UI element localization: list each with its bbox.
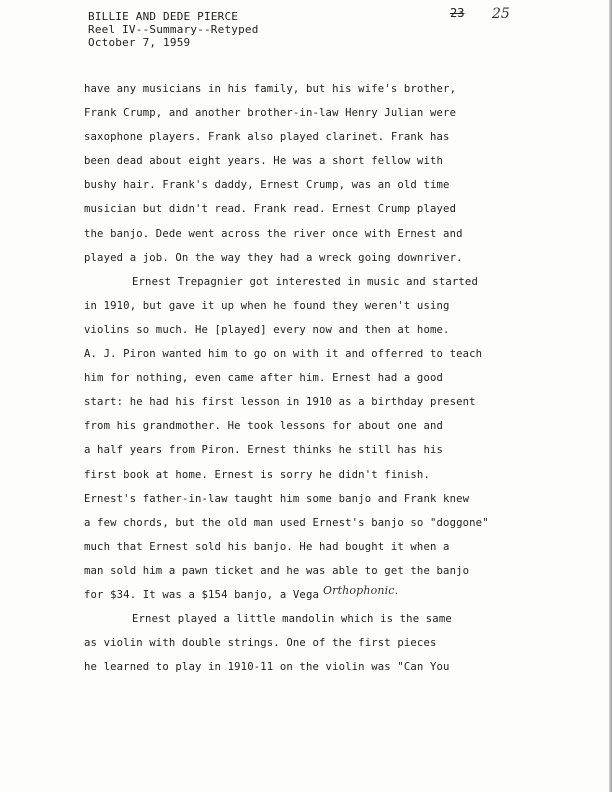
document-header xyxy=(88,10,259,49)
text-line: first book at home. Ernest is sorry he didn't finish. xyxy=(84,468,430,481)
header-title: BILLIE AND DEDE PIERCE xyxy=(88,10,239,23)
text-line: been dead about eight years. He was a short fellow with xyxy=(84,155,444,168)
text-line: man sold him a pawn ticket and he was able to get the banjo xyxy=(84,564,470,577)
text-line: saxophone players. Frank also played clarinet. Frank has xyxy=(84,131,450,144)
header-reel: Reel IV--Summary--Retyped xyxy=(88,23,259,36)
text-line-paragraph-start: Ernest Trepagnier got interested in music and started xyxy=(132,275,478,288)
text-line: as violin with double strings. One of the first pieces xyxy=(84,637,437,650)
text-line: A. J. Piron wanted him to go on with it and offerred to teach xyxy=(84,348,483,361)
text-line: start: he had his first lesson in 1910 as a birthday present xyxy=(84,396,476,409)
text-line: in 1910, but gave it up when he found they weren't using xyxy=(84,299,450,312)
text-line: from his grandmother. He took lessons for about one and xyxy=(84,420,444,433)
body-text xyxy=(84,77,534,679)
handwritten-insert: Orthophonic. xyxy=(323,583,399,597)
text-line: much that Ernest sold his banjo. He had bought it when a xyxy=(84,540,450,553)
page-number-typed: 23 xyxy=(450,6,465,20)
text-line-content: for $34. It was a $154 banjo, a Vega xyxy=(84,588,320,601)
text-line: Frank Crump, and another brother-in-law Henry Julian were xyxy=(84,107,457,120)
text-line: musician but didn't read. Frank read. Ernest Crump played xyxy=(84,203,457,216)
text-line-with-insert xyxy=(84,583,534,607)
text-line: bushy hair. Frank's daddy, Ernest Crump, was an old time xyxy=(84,179,450,192)
text-line: a few chords, but the old man used Ernest's banjo so "doggone" xyxy=(84,516,489,529)
text-line: violins so much. He [played] every now and then at home. xyxy=(84,323,450,336)
text-line-paragraph-start: Ernest played a little mandolin which is the same xyxy=(132,613,452,626)
text-line: Ernest's father-in-law taught him some banjo and Frank knew xyxy=(84,492,470,505)
header-date: October 7, 1959 xyxy=(88,36,191,49)
text-line: the banjo. Dede went across the river once with Ernest and xyxy=(84,227,463,240)
page-number-handwritten: 25 xyxy=(492,6,510,22)
text-line: played a job. On the way they had a wreck going downriver. xyxy=(84,251,463,264)
text-line: a half years from Piron. Ernest thinks he still has his xyxy=(84,444,444,457)
text-line: him for nothing, even came after him. Ernest had a good xyxy=(84,372,444,385)
text-line: he learned to play in 1910-11 on the violin was "Can You xyxy=(84,661,450,674)
text-line: have any musicians in his family, but his wife's brother, xyxy=(84,83,457,95)
